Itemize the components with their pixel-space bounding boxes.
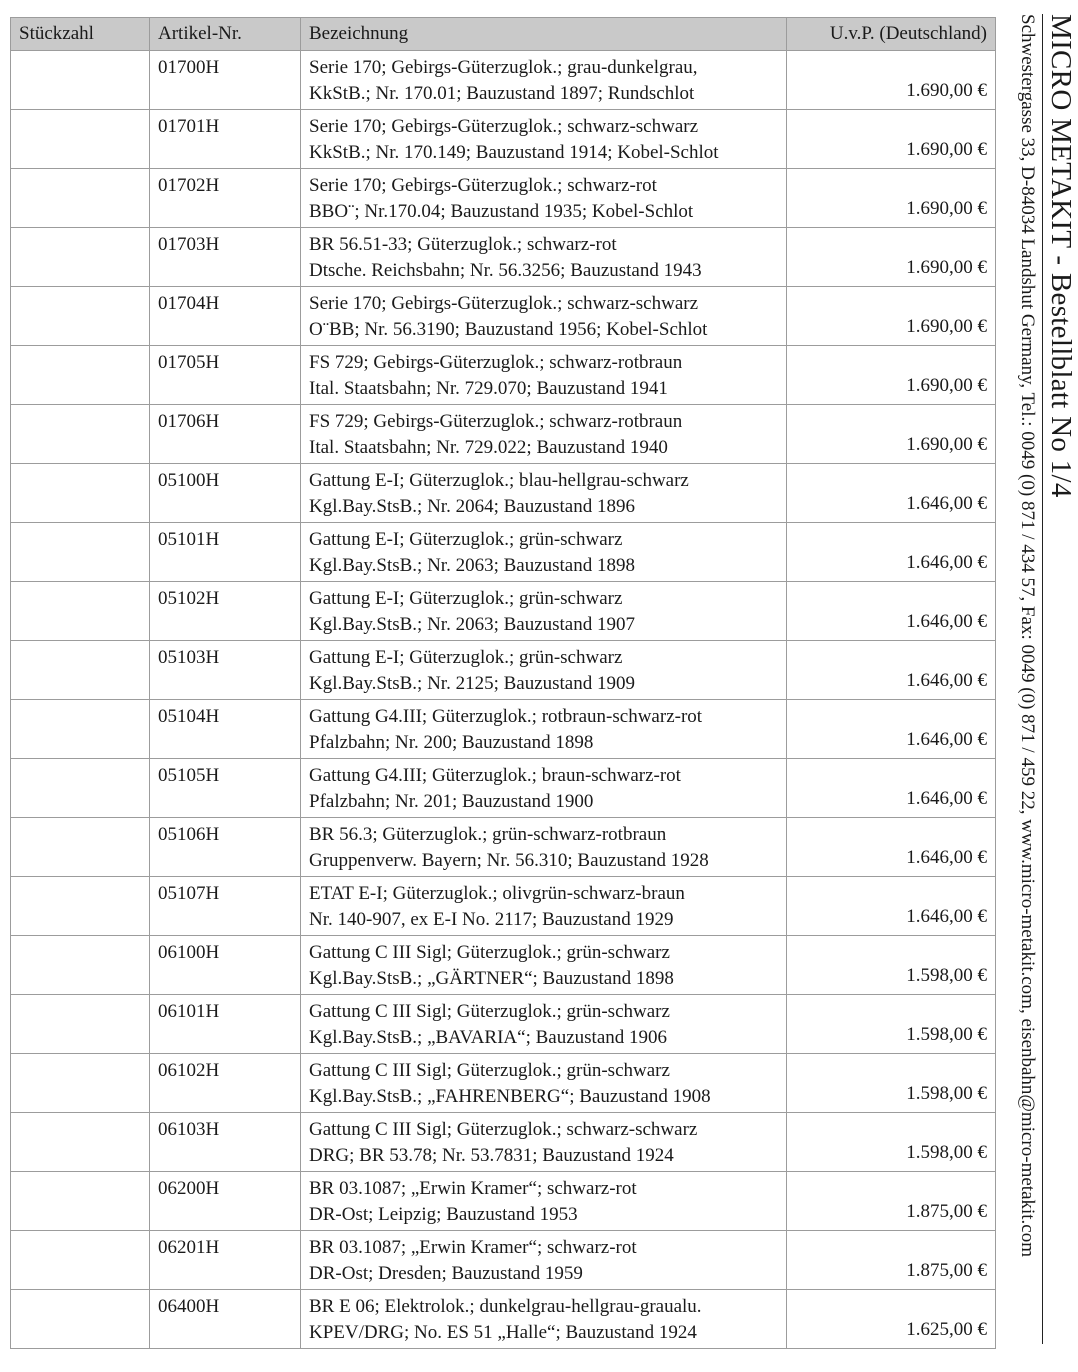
description-line-2: DRG; BR 53.78; Nr. 53.7831; Bauzustand 1924 xyxy=(309,1145,674,1166)
description-cell xyxy=(301,818,787,877)
article-no-cell: 06201H xyxy=(150,1231,301,1290)
description-cell xyxy=(301,346,787,405)
description-line-1: Gattung E-I; Güterzuglok.; grün-schwarz xyxy=(309,647,623,668)
article-no-cell: 01706H xyxy=(150,405,301,464)
quantity-cell[interactable] xyxy=(11,228,150,287)
description-line-1: ETAT E-I; Güterzuglok.; olivgrün-schwarz-braun xyxy=(309,883,685,904)
description-line-2: DR-Ost; Dresden; Bauzustand 1959 xyxy=(309,1263,583,1284)
description-line-1: Serie 170; Gebirgs-Güterzuglok.; schwarz-schwarz xyxy=(309,116,699,137)
quantity-cell[interactable] xyxy=(11,1290,150,1349)
price-cell: 1.690,00 € xyxy=(787,110,996,169)
description-line-1: Gattung C III Sigl; Güterzuglok.; schwarz-schwarz xyxy=(309,1119,698,1140)
article-no-cell: 06101H xyxy=(150,995,301,1054)
description-line-2: KkStB.; Nr. 170.149; Bauzustand 1914; Kobel-Schlot xyxy=(309,142,719,163)
quantity-cell[interactable] xyxy=(11,523,150,582)
table-row xyxy=(11,110,996,169)
price-cell: 1.598,00 € xyxy=(787,1113,996,1172)
article-no-cell: 05105H xyxy=(150,759,301,818)
quantity-cell[interactable] xyxy=(11,169,150,228)
quantity-cell[interactable] xyxy=(11,582,150,641)
description-cell xyxy=(301,936,787,995)
price-cell: 1.646,00 € xyxy=(787,641,996,700)
description-line-1: FS 729; Gebirgs-Güterzuglok.; schwarz-rotbraun xyxy=(309,352,683,373)
description-line-2: Kgl.Bay.StsB.; Nr. 2063; Bauzustand 1907 xyxy=(309,614,635,635)
description-line-2: KkStB.; Nr. 170.01; Bauzustand 1897; Rundschlot xyxy=(309,83,695,104)
price-cell: 1.646,00 € xyxy=(787,464,996,523)
description-cell xyxy=(301,877,787,936)
description-line-1: Serie 170; Gebirgs-Güterzuglok.; schwarz-rot xyxy=(309,175,657,196)
description-line-2: Gruppenverw. Bayern; Nr. 56.310; Bauzustand 1928 xyxy=(309,850,709,871)
table-row xyxy=(11,700,996,759)
article-no-cell: 01702H xyxy=(150,169,301,228)
header-price: U.v.P. (Deutschland) xyxy=(787,18,996,51)
description-cell xyxy=(301,51,787,110)
description-line-1: Gattung E-I; Güterzuglok.; grün-schwarz xyxy=(309,529,623,550)
description-cell xyxy=(301,1172,787,1231)
header-article-no: Artikel-Nr. xyxy=(150,18,301,51)
description-cell xyxy=(301,1113,787,1172)
description-cell xyxy=(301,287,787,346)
description-line-2: O¨BB; Nr. 56.3190; Bauzustand 1956; Kobel-Schlot xyxy=(309,319,708,340)
quantity-cell[interactable] xyxy=(11,464,150,523)
article-no-cell: 06200H xyxy=(150,1172,301,1231)
article-no-cell: 01700H xyxy=(150,51,301,110)
price-cell: 1.690,00 € xyxy=(787,228,996,287)
article-no-cell: 06103H xyxy=(150,1113,301,1172)
description-line-1: Gattung C III Sigl; Güterzuglok.; grün-schwarz xyxy=(309,1060,670,1081)
description-cell xyxy=(301,405,787,464)
description-cell xyxy=(301,995,787,1054)
description-cell xyxy=(301,1231,787,1290)
description-line-2: Ital. Staatsbahn; Nr. 729.070; Bauzustand 1941 xyxy=(309,378,668,399)
description-line-1: BR 56.51-33; Güterzuglok.; schwarz-rot xyxy=(309,234,617,255)
description-line-2: Kgl.Bay.StsB.; Nr. 2063; Bauzustand 1898 xyxy=(309,555,635,576)
description-cell xyxy=(301,228,787,287)
document-title: MICRO METAKIT - Bestellblatt No 1/4 xyxy=(1045,14,1077,498)
quantity-cell[interactable] xyxy=(11,1172,150,1231)
price-cell: 1.625,00 € xyxy=(787,1290,996,1349)
description-line-1: Serie 170; Gebirgs-Güterzuglok.; schwarz-schwarz xyxy=(309,293,699,314)
table-header-row xyxy=(11,18,996,51)
table-row xyxy=(11,287,996,346)
description-line-1: Gattung G4.III; Güterzuglok.; rotbraun-schwarz-rot xyxy=(309,706,703,727)
price-cell: 1.875,00 € xyxy=(787,1231,996,1290)
table-row xyxy=(11,523,996,582)
price-cell: 1.690,00 € xyxy=(787,169,996,228)
quantity-cell[interactable] xyxy=(11,287,150,346)
price-cell: 1.646,00 € xyxy=(787,523,996,582)
description-line-1: BR 03.1087; „Erwin Kramer“; schwarz-rot xyxy=(309,1178,637,1199)
description-line-2: DR-Ost; Leipzig; Bauzustand 1953 xyxy=(309,1204,578,1225)
table-row xyxy=(11,464,996,523)
article-no-cell: 05103H xyxy=(150,641,301,700)
description-line-1: Gattung G4.III; Güterzuglok.; braun-schwarz-rot xyxy=(309,765,681,786)
title-divider xyxy=(1042,14,1043,1344)
description-cell xyxy=(301,641,787,700)
table-row xyxy=(11,1231,996,1290)
price-cell: 1.646,00 € xyxy=(787,700,996,759)
description-line-2: Dtsche. Reichsbahn; Nr. 56.3256; Bauzustand 1943 xyxy=(309,260,702,281)
price-cell: 1.875,00 € xyxy=(787,1172,996,1231)
article-no-cell: 05107H xyxy=(150,877,301,936)
description-cell xyxy=(301,523,787,582)
table-body xyxy=(11,51,996,1349)
description-line-1: Gattung E-I; Güterzuglok.; blau-hellgrau-schwarz xyxy=(309,470,689,491)
description-line-2: BBO¨; Nr.170.04; Bauzustand 1935; Kobel-Schlot xyxy=(309,201,694,222)
description-cell xyxy=(301,110,787,169)
table-row xyxy=(11,995,996,1054)
description-line-2: Pfalzbahn; Nr. 200; Bauzustand 1898 xyxy=(309,732,594,753)
description-line-1: BR 56.3; Güterzuglok.; grün-schwarz-rotbraun xyxy=(309,824,667,845)
quantity-cell[interactable] xyxy=(11,877,150,936)
table-row xyxy=(11,1290,996,1349)
description-line-1: BR E 06; Elektrolok.; dunkelgrau-hellgrau-graualu. xyxy=(309,1296,702,1317)
table-row xyxy=(11,877,996,936)
description-line-2: Kgl.Bay.StsB.; „FAHRENBERG“; Bauzustand 1908 xyxy=(309,1086,711,1107)
table-row xyxy=(11,228,996,287)
quantity-cell[interactable] xyxy=(11,759,150,818)
description-line-2: Kgl.Bay.StsB.; Nr. 2064; Bauzustand 1896 xyxy=(309,496,635,517)
quantity-cell[interactable] xyxy=(11,818,150,877)
article-no-cell: 01701H xyxy=(150,110,301,169)
table-row xyxy=(11,759,996,818)
quantity-cell[interactable] xyxy=(11,1054,150,1113)
description-cell xyxy=(301,169,787,228)
quantity-cell[interactable] xyxy=(11,700,150,759)
table-row xyxy=(11,1054,996,1113)
article-no-cell: 01705H xyxy=(150,346,301,405)
company-address: Schwestergasse 33, D-84034 Landshut Germany, Tel.: 0049 (0) 871 / 434 57, Fax: 0049 (0) 871 / 459 22, www.micro-metakit.com, eisenbahn@micro-metakit.com xyxy=(1017,14,1038,1258)
description-line-2: Kgl.Bay.StsB.; „GÄRTNER“; Bauzustand 1898 xyxy=(309,968,674,989)
table-row xyxy=(11,169,996,228)
quantity-cell[interactable] xyxy=(11,51,150,110)
price-cell: 1.690,00 € xyxy=(787,405,996,464)
table-row xyxy=(11,1113,996,1172)
price-cell: 1.690,00 € xyxy=(787,346,996,405)
price-cell: 1.646,00 € xyxy=(787,877,996,936)
sidebar xyxy=(1010,14,1076,1350)
table-row xyxy=(11,936,996,995)
price-cell: 1.646,00 € xyxy=(787,759,996,818)
header-description: Bezeichnung xyxy=(301,18,787,51)
article-no-cell: 05104H xyxy=(150,700,301,759)
description-cell xyxy=(301,759,787,818)
price-cell: 1.598,00 € xyxy=(787,995,996,1054)
article-no-cell: 06400H xyxy=(150,1290,301,1349)
description-cell xyxy=(301,700,787,759)
table-row xyxy=(11,51,996,110)
description-line-2: Kgl.Bay.StsB.; Nr. 2125; Bauzustand 1909 xyxy=(309,673,635,694)
price-cell: 1.598,00 € xyxy=(787,1054,996,1113)
table-row xyxy=(11,641,996,700)
header-quantity: Stückzahl xyxy=(11,18,150,51)
description-line-1: BR 03.1087; „Erwin Kramer“; schwarz-rot xyxy=(309,1237,637,1258)
price-cell: 1.690,00 € xyxy=(787,51,996,110)
quantity-cell[interactable] xyxy=(11,405,150,464)
quantity-cell[interactable] xyxy=(11,346,150,405)
table-row xyxy=(11,405,996,464)
description-line-1: Serie 170; Gebirgs-Güterzuglok.; grau-dunkelgrau, xyxy=(309,57,698,78)
article-no-cell: 05102H xyxy=(150,582,301,641)
sidebar-rotated xyxy=(1010,14,1076,1350)
price-cell: 1.646,00 € xyxy=(787,818,996,877)
description-line-1: FS 729; Gebirgs-Güterzuglok.; schwarz-rotbraun xyxy=(309,411,683,432)
order-table xyxy=(10,17,996,1349)
price-cell: 1.646,00 € xyxy=(787,582,996,641)
table-row xyxy=(11,1172,996,1231)
article-no-cell: 05101H xyxy=(150,523,301,582)
quantity-cell[interactable] xyxy=(11,1113,150,1172)
article-no-cell: 01703H xyxy=(150,228,301,287)
description-line-1: Gattung C III Sigl; Güterzuglok.; grün-schwarz xyxy=(309,942,670,963)
quantity-cell[interactable] xyxy=(11,110,150,169)
quantity-cell[interactable] xyxy=(11,995,150,1054)
description-cell xyxy=(301,464,787,523)
article-no-cell: 05106H xyxy=(150,818,301,877)
description-line-2: Kgl.Bay.StsB.; „BAVARIA“; Bauzustand 1906 xyxy=(309,1027,668,1048)
quantity-cell[interactable] xyxy=(11,1231,150,1290)
table-row xyxy=(11,582,996,641)
price-cell: 1.598,00 € xyxy=(787,936,996,995)
description-line-2: Ital. Staatsbahn; Nr. 729.022; Bauzustand 1940 xyxy=(309,437,668,458)
description-line-1: Gattung E-I; Güterzuglok.; grün-schwarz xyxy=(309,588,623,609)
description-line-1: Gattung C III Sigl; Güterzuglok.; grün-schwarz xyxy=(309,1001,670,1022)
article-no-cell: 06100H xyxy=(150,936,301,995)
table-row xyxy=(11,818,996,877)
table-row xyxy=(11,346,996,405)
quantity-cell[interactable] xyxy=(11,936,150,995)
article-no-cell: 06102H xyxy=(150,1054,301,1113)
description-line-2: Pfalzbahn; Nr. 201; Bauzustand 1900 xyxy=(309,791,594,812)
article-no-cell: 05100H xyxy=(150,464,301,523)
quantity-cell[interactable] xyxy=(11,641,150,700)
price-cell: 1.690,00 € xyxy=(787,287,996,346)
article-no-cell: 01704H xyxy=(150,287,301,346)
description-cell xyxy=(301,1054,787,1113)
description-line-2: Nr. 140-907, ex E-I No. 2117; Bauzustand 1929 xyxy=(309,909,674,930)
description-line-2: KPEV/DRG; No. ES 51 „Halle“; Bauzustand 1924 xyxy=(309,1322,697,1343)
description-cell xyxy=(301,582,787,641)
description-cell xyxy=(301,1290,787,1349)
